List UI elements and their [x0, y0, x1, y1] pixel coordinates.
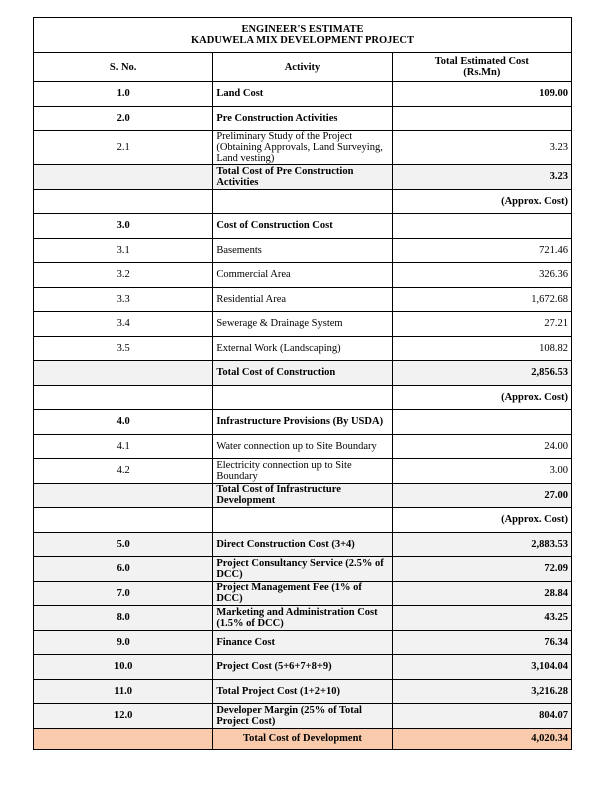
row-sno: 3.3: [34, 287, 213, 312]
row-activity: Infrastructure Provisions (By USDA): [213, 410, 392, 435]
row-cost: 3.00: [392, 459, 571, 484]
row-sno: [34, 508, 213, 533]
table-row: [34, 189, 572, 214]
total-development-cost: 4,020.34: [392, 728, 571, 749]
row-sno: 7.0: [34, 581, 213, 606]
row-activity: Electricity connection up to Site Boundary: [213, 459, 392, 484]
row-sno: 3.4: [34, 312, 213, 337]
row-cost: 76.34: [392, 630, 571, 655]
row-activity: Residential Area: [213, 287, 392, 312]
row-sno: 4.2: [34, 459, 213, 484]
row-activity: Project Consultancy Service (2.5% of DCC): [213, 557, 392, 582]
table-row: [34, 263, 572, 288]
table-row: [34, 508, 572, 533]
row-activity: Total Project Cost (1+2+10): [213, 679, 392, 704]
row-activity: [213, 508, 392, 533]
column-header-row: [34, 53, 572, 82]
row-sno: 4.1: [34, 434, 213, 459]
row-activity: Developer Margin (25% of Total Project Cost): [213, 704, 392, 729]
row-cost: 804.07: [392, 704, 571, 729]
row-sno: 8.0: [34, 606, 213, 631]
row-cost: 27.00: [392, 483, 571, 508]
row-cost: 721.46: [392, 238, 571, 263]
row-cost: (Approx. Cost): [392, 385, 571, 410]
row-activity: [213, 385, 392, 410]
row-cost: 108.82: [392, 336, 571, 361]
cost-header-line1: Total Estimated Cost: [434, 56, 529, 67]
row-activity: Sewerage & Drainage System: [213, 312, 392, 337]
row-activity: Land Cost: [213, 82, 392, 107]
row-sno: [34, 483, 213, 508]
row-activity: Total Cost of Construction: [213, 361, 392, 386]
table-row: [34, 214, 572, 239]
row-activity: Direct Construction Cost (3+4): [213, 532, 392, 557]
row-sno: 11.0: [34, 679, 213, 704]
row-cost: 43.25: [392, 606, 571, 631]
table-row: [34, 630, 572, 655]
title-row: [34, 18, 572, 53]
table-row: [34, 581, 572, 606]
row-sno: 3.1: [34, 238, 213, 263]
table-row: [34, 483, 572, 508]
row-sno: 1.0: [34, 82, 213, 107]
row-activity: Preliminary Study of the Project (Obtaining Approvals, Land Surveying, Land vesting): [213, 131, 392, 165]
table-row: [34, 704, 572, 729]
row-cost: 72.09: [392, 557, 571, 582]
row-cost: 28.84: [392, 581, 571, 606]
table-row: [34, 287, 572, 312]
column-header-cost: [392, 53, 571, 82]
total-development-row: [34, 728, 572, 749]
row-sno: [34, 189, 213, 214]
cost-header-unit: (Rs.Mn): [463, 67, 501, 78]
row-cost: 2,883.53: [392, 532, 571, 557]
row-sno: [34, 385, 213, 410]
table-row: [34, 410, 572, 435]
row-activity: External Work (Landscaping): [213, 336, 392, 361]
row-sno: [34, 361, 213, 386]
row-activity: Total Cost of Infrastructure Development: [213, 483, 392, 508]
estimate-table: [33, 17, 572, 750]
row-cost: 3.23: [392, 165, 571, 190]
row-cost: [392, 106, 571, 131]
row-cost: 3,216.28: [392, 679, 571, 704]
row-cost: 109.00: [392, 82, 571, 107]
table-row: [34, 336, 572, 361]
row-cost: 326.36: [392, 263, 571, 288]
row-sno: 4.0: [34, 410, 213, 435]
table-row: [34, 361, 572, 386]
row-sno: 3.0: [34, 214, 213, 239]
row-cost: 27.21: [392, 312, 571, 337]
table-row: [34, 459, 572, 484]
row-activity: Basements: [213, 238, 392, 263]
table-row: [34, 106, 572, 131]
row-sno: [34, 165, 213, 190]
table-row: [34, 312, 572, 337]
column-header-sno: S. No.: [34, 53, 213, 82]
row-activity: Commercial Area: [213, 263, 392, 288]
row-activity: [213, 189, 392, 214]
row-sno: 5.0: [34, 532, 213, 557]
row-activity: Marketing and Administration Cost (1.5% of DCC): [213, 606, 392, 631]
total-development-label: Total Cost of Development: [213, 728, 392, 749]
row-cost: 3,104.04: [392, 655, 571, 680]
project-name: KADUWELA MIX DEVELOPMENT PROJECT: [191, 35, 414, 46]
table-row: [34, 557, 572, 582]
table-row: [34, 532, 572, 557]
row-activity: Cost of Construction Cost: [213, 214, 392, 239]
row-activity: Finance Cost: [213, 630, 392, 655]
column-header-activity: Activity: [213, 53, 392, 82]
estimate-document: [33, 17, 572, 750]
table-row: [34, 82, 572, 107]
row-activity: Total Cost of Pre Construction Activities: [213, 165, 392, 190]
row-sno: 2.0: [34, 106, 213, 131]
row-cost: [392, 410, 571, 435]
table-row: [34, 679, 572, 704]
row-sno: 2.1: [34, 131, 213, 165]
table-row: [34, 655, 572, 680]
title-cell: [34, 18, 572, 53]
table-row: [34, 131, 572, 165]
row-activity: Water connection up to Site Boundary: [213, 434, 392, 459]
row-activity: Pre Construction Activities: [213, 106, 392, 131]
table-row: [34, 606, 572, 631]
table-row: [34, 165, 572, 190]
row-cost: 1,672.68: [392, 287, 571, 312]
row-cost: (Approx. Cost): [392, 508, 571, 533]
row-cost: 3.23: [392, 131, 571, 165]
document-title: ENGINEER'S ESTIMATE: [241, 24, 364, 35]
row-cost: [392, 214, 571, 239]
row-cost: 2,856.53: [392, 361, 571, 386]
row-cost: 24.00: [392, 434, 571, 459]
row-sno: 3.2: [34, 263, 213, 288]
row-sno: 9.0: [34, 630, 213, 655]
row-sno: 6.0: [34, 557, 213, 582]
table-row: [34, 238, 572, 263]
row-sno: 3.5: [34, 336, 213, 361]
row-sno: 12.0: [34, 704, 213, 729]
row-cost: (Approx. Cost): [392, 189, 571, 214]
total-development-sno: [34, 728, 213, 749]
table-row: [34, 385, 572, 410]
row-activity: Project Management Fee (1% of DCC): [213, 581, 392, 606]
table-row: [34, 434, 572, 459]
row-activity: Project Cost (5+6+7+8+9): [213, 655, 392, 680]
row-sno: 10.0: [34, 655, 213, 680]
